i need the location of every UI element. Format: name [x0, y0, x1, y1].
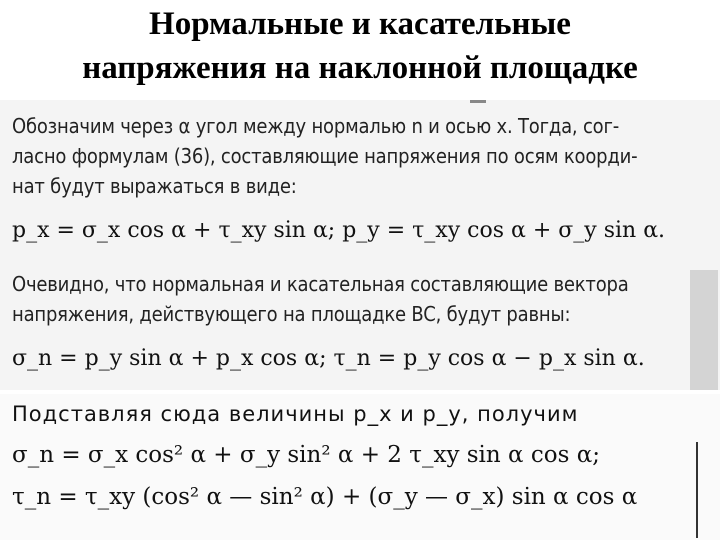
text-line: Очевидно, что нормальная и касательная составляющие вектора [12, 272, 629, 296]
scanned-textbook-excerpt-top [0, 100, 720, 390]
scan-margin-bracket [696, 442, 704, 538]
equation-normal-tangential: σ_n = p_y sin α + p_x cos α; τ_n = p_y cos α − p_x sin α. [12, 346, 645, 371]
text-line: Подставляя сюда величины p_x и p_y, получим [12, 402, 579, 426]
scan-artifact-mark [470, 100, 486, 103]
slide-title [0, 2, 720, 90]
equation-shear-stress: τ_n = τ_xy (cos² α — sin² α) + (σ_y — σ_x) sin α cos α [12, 484, 638, 510]
equation-stress-components: p_x = σ_x cos α + τ_xy sin α; p_y = τ_xy cos α + σ_y sin α. [12, 218, 666, 243]
slide-title-line-1: Нормальные и касательные [149, 6, 571, 42]
text-line: напряжения, действующего на площадке BC, будут равны: [12, 302, 571, 326]
text-line: нат будут выражаться в виде: [12, 174, 297, 198]
text-line: ласно формулам (36), составляющие напряжения по осям коорди- [12, 144, 638, 168]
text-line: Обозначим через α угол между нормалью n и осью x. Тогда, сог- [12, 114, 619, 138]
scanned-textbook-excerpt-bottom [0, 394, 720, 540]
scan-edge-shadow [690, 270, 718, 390]
equation-normal-stress: σ_n = σ_x cos² α + σ_y sin² α + 2 τ_xy sin α cos α; [12, 442, 601, 468]
slide-title-line-2: напряжения на наклонной площадке [82, 50, 638, 86]
